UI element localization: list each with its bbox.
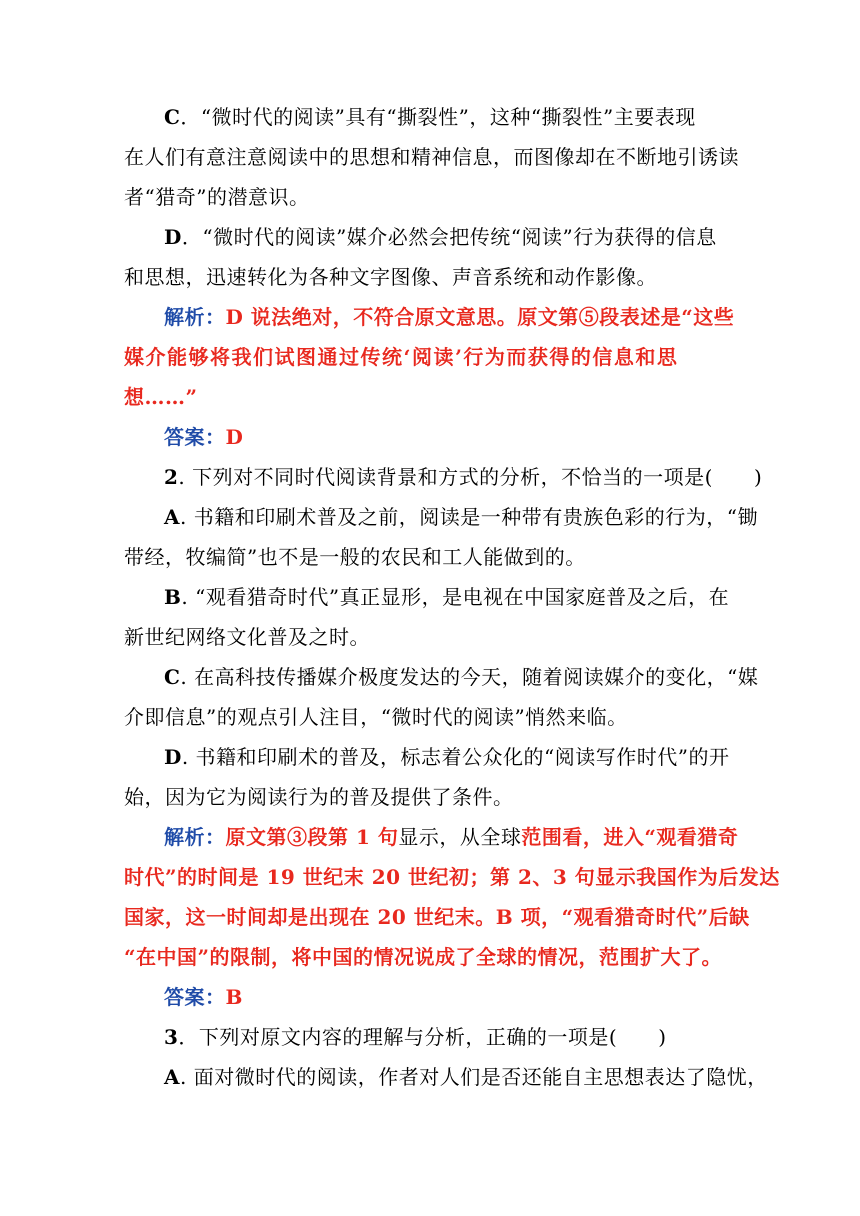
option-a-line-1 <box>164 497 758 537</box>
question-text: ．下列对原文内容的理解与分析，正确的一项是( ) <box>178 1025 667 1049</box>
analysis-text: 范围看，进入“观看猎奇 <box>521 825 739 849</box>
option-d2-line-1 <box>164 737 736 777</box>
option-text: 始，因为它为阅读行为的普及提供了条件。 <box>124 785 514 809</box>
option-text: . 书籍和印刷术普及之前，阅读是一种带有贵族色彩的行为，“锄 <box>180 505 758 529</box>
question-number: 3 <box>164 1025 179 1049</box>
option-letter: C <box>164 665 181 689</box>
analysis-text: 想……” <box>124 385 198 409</box>
analysis-text-plain: 显示，从全球 <box>398 825 522 849</box>
option-text: 和思想，迅速转化为各种文字图像、声音系统和动作影像。 <box>124 265 657 289</box>
analysis-text: 媒介能够将我们试图通过传统‘阅读’行为而获得的信息和思 <box>124 345 679 369</box>
option-text: ．“微时代的阅读”媒介必然会把传统“阅读”行为获得的信息 <box>181 225 717 249</box>
answer-2 <box>164 977 736 1017</box>
option-letter: A <box>164 505 181 529</box>
option-c2-line-1 <box>164 657 759 697</box>
option-c2-line-2 <box>124 697 736 737</box>
question-3 <box>164 1017 736 1057</box>
option-letter: B <box>164 585 182 609</box>
answer-label: 答案： <box>164 425 226 449</box>
option-a3-line-1 <box>164 1057 768 1097</box>
analysis-1-line-2 <box>124 337 736 377</box>
option-text: 带经，牧编简”也不是一般的农民和工人能做到的。 <box>124 545 586 569</box>
option-letter: D <box>164 225 182 249</box>
analysis-2-line-2 <box>124 857 780 897</box>
option-c-line-2 <box>124 137 739 177</box>
analysis-text: 国家，这一时间却是出现在 20 世纪末。B 项，“观看猎奇时代”后缺 <box>124 905 750 929</box>
option-d2-line-2 <box>124 777 736 817</box>
analysis-2-line-4 <box>124 937 736 977</box>
option-c-line-3 <box>124 177 736 217</box>
question-text: . 下列对不同时代阅读背景和方式的分析，不恰当的一项是( ) <box>178 465 763 489</box>
option-b-line-2 <box>124 617 736 657</box>
option-text: . “观看猎奇时代”真正显形，是电视在中国家庭普及之后，在 <box>181 585 730 609</box>
option-letter: D <box>164 745 182 769</box>
option-c-line-1 <box>164 97 736 137</box>
analysis-label: 解析： <box>164 305 226 329</box>
analysis-text: D 说法绝对，不符合原文意思。原文第⑤段表述是“这些 <box>225 305 735 329</box>
option-text: ．“微时代的阅读”具有“撕裂性”，这种“撕裂性”主要表现 <box>180 105 696 129</box>
option-text: 新世纪网络文化普及之时。 <box>124 625 370 649</box>
analysis-text: 原文第③段第 1 句 <box>225 825 399 849</box>
option-letter: A <box>164 1065 181 1089</box>
option-text: 在人们有意注意阅读中的思想和精神信息，而图像却在不断地引诱读 <box>124 145 739 169</box>
analysis-label: 解析： <box>164 825 226 849</box>
analysis-2-line-1 <box>164 817 739 857</box>
question-2 <box>164 457 763 497</box>
analysis-text: “在中国”的限制，将中国的情况说成了全球的情况，范围扩大了。 <box>124 945 723 969</box>
option-a-line-2 <box>124 537 736 577</box>
option-text: . 面对微时代的阅读，作者对人们是否还能自主思想表达了隐忧， <box>180 1065 768 1089</box>
option-letter: C <box>164 105 181 129</box>
option-b-line-1 <box>164 577 736 617</box>
answer-1 <box>164 417 736 457</box>
option-text: . 书籍和印刷术的普及，标志着公众化的“阅读写作时代”的开 <box>181 745 730 769</box>
option-d-line-1 <box>164 217 736 257</box>
analysis-text: 时代”的时间是 19 世纪末 20 世纪初；第 2、3 句显示我国作为后发达 <box>124 865 780 889</box>
option-d-line-2 <box>124 257 736 297</box>
analysis-1-line-1 <box>164 297 736 337</box>
analysis-2-line-3 <box>124 897 750 937</box>
option-text: 介即信息”的观点引人注目，“微时代的阅读”悄然来临。 <box>124 705 628 729</box>
analysis-1-line-3 <box>124 377 736 417</box>
option-text: 者“猎奇”的潜意识。 <box>124 185 310 209</box>
answer-value: B <box>225 985 243 1009</box>
option-text: . 在高科技传播媒介极度发达的今天，随着阅读媒介的变化，“媒 <box>180 665 759 689</box>
answer-label: 答案： <box>164 985 226 1009</box>
answer-value: D <box>225 425 244 449</box>
question-number: 2 <box>164 465 179 489</box>
